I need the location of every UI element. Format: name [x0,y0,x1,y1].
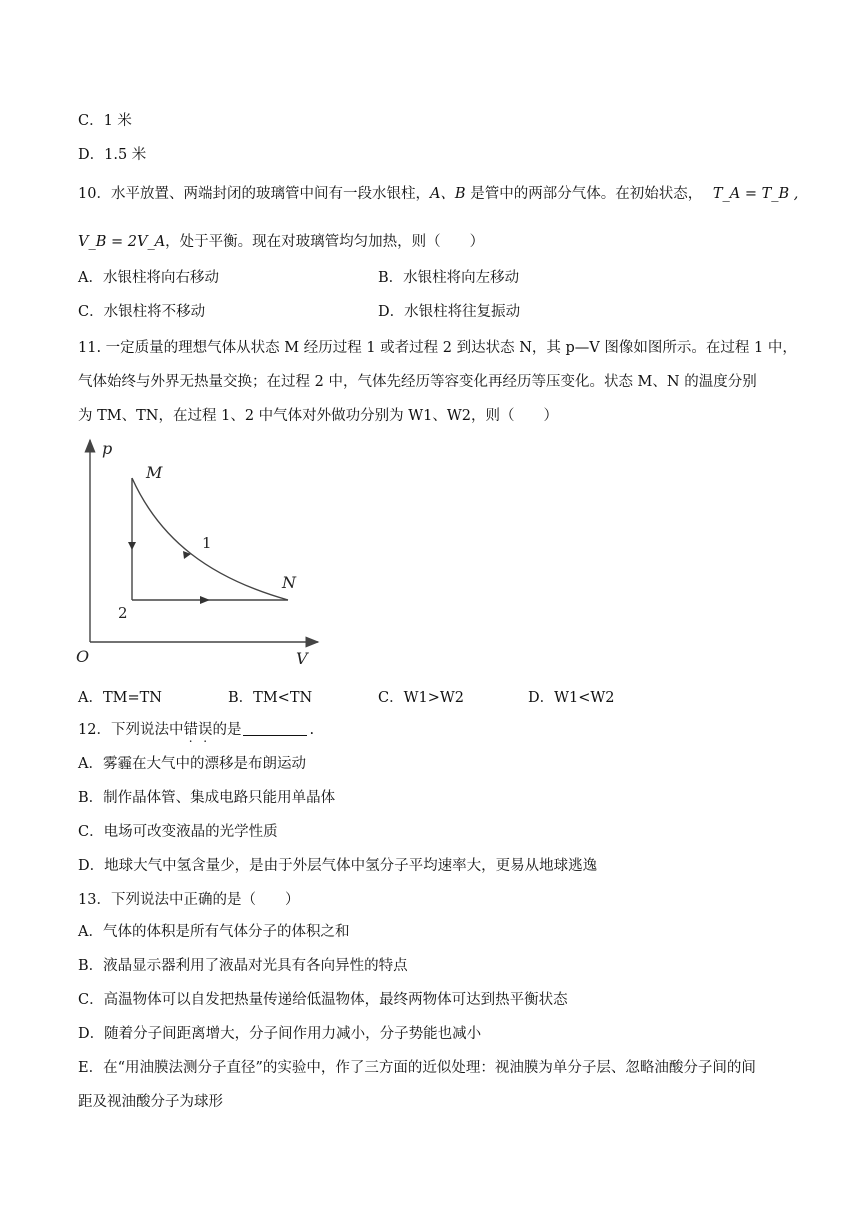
q12-option-d: D．地球大气中氢含量少，是由于外层气体中氢分子平均速率大，更易从地球逃逸 [78,858,598,874]
origin-label: O [76,647,90,666]
q12-stem-pre: 12．下列说法中 [78,722,184,738]
q12-stem-end: . [309,722,315,738]
q10-stem-line1 [78,184,798,204]
q10-option-a: A．水银柱将向右移动 [78,270,219,286]
q10-stem-a: 10．水平放置、两端封闭的玻璃管中间有一段水银柱， [78,186,430,202]
q10-stem-d: ，处于平衡。现在对玻璃管均匀加热，则（ ） [165,234,485,250]
v-axis-label: V [296,649,308,668]
process-1-label: 1 [202,534,212,552]
q11-stem-line2: 气体始终与外界无热量交换；在过程 2 中，气体先经历等容变化再经历等压变化。状态 M、N 的温度分别 [78,374,757,390]
q9-option-c: C．1 米 [78,113,132,129]
q13-option-c: C．高温物体可以自发把热量传递给低温物体，最终两物体可达到热平衡状态 [78,992,568,1008]
q11-option-c: C．W1>W2 [378,690,465,706]
q11-option-a: A．TM=TN [78,690,162,706]
point-n-label: N [282,573,296,592]
q12-emphasis-1: 错 [183,722,198,738]
process-2-label: 2 [118,604,128,622]
q13-option-e-line2: 距及视油酸分子为球形 [78,1094,223,1110]
q11-option-d: D．W1<W2 [528,690,615,706]
q13-option-a: A．气体的体积是所有气体分子的体积之和 [78,924,350,940]
process-2-down-arrow [128,542,136,550]
q12-stem [78,720,314,740]
q10-stem-ab: A、B [429,186,466,202]
q11-stem-line3: 为 TM、TN，在过程 1、2 中气体对外做功分别为 W1、W2，则（ ） [78,408,559,424]
q12-option-a: A．雾霾在大气中的漂移是布朗运动 [78,756,306,772]
q10-stem-line2 [78,232,484,252]
q10-stem-c: 是管中的两部分气体。在初始状态， [465,186,703,202]
q13-option-d: D．随着分子间距离增大，分子间作用力减小，分子势能也减小 [78,1026,482,1042]
q10-option-c: C．水银柱将不移动 [78,304,206,320]
q10-condition-temperature: T_A = T_B , [712,186,799,202]
q10-option-d: D．水银柱将往复振动 [378,304,521,320]
q9-option-d: D．1.5 米 [78,147,147,163]
q11-stem-line1: 11. 一定质量的理想气体从状态 M 经历过程 1 或者过程 2 到达状态 N，其 p—V 图像如图所示。在过程 1 中， [78,340,797,356]
q12-option-c: C．电场可改变液晶的光学性质 [78,824,278,840]
point-m-label: M [146,463,163,482]
q12-answer-blank[interactable] [243,721,307,736]
q10-condition-volume: V_B = 2V_A [78,234,166,250]
q12-stem-post: 的是 [212,722,242,738]
q13-option-e-line1: E．在“用油膜法测分子直径”的实验中，作了三方面的近似处理：视油膜为单分子层、忽略油酸分子间的间 [78,1060,756,1076]
q13-stem: 13．下列说法中正确的是（ ） [78,892,300,908]
q11-option-b: B．TM<TN [228,690,313,706]
q10-option-b: B．水银柱将向左移动 [378,270,520,286]
process-2-right-arrow [200,596,210,604]
p-axis-label: p [102,439,113,458]
q12-option-b: B．制作晶体管、集成电路只能用单晶体 [78,790,336,806]
q12-emphasis-2: 误 [197,722,213,738]
q13-option-b: B．液晶显示器利用了液晶对光具有各向异性的特点 [78,958,408,974]
pv-diagram [70,430,340,678]
